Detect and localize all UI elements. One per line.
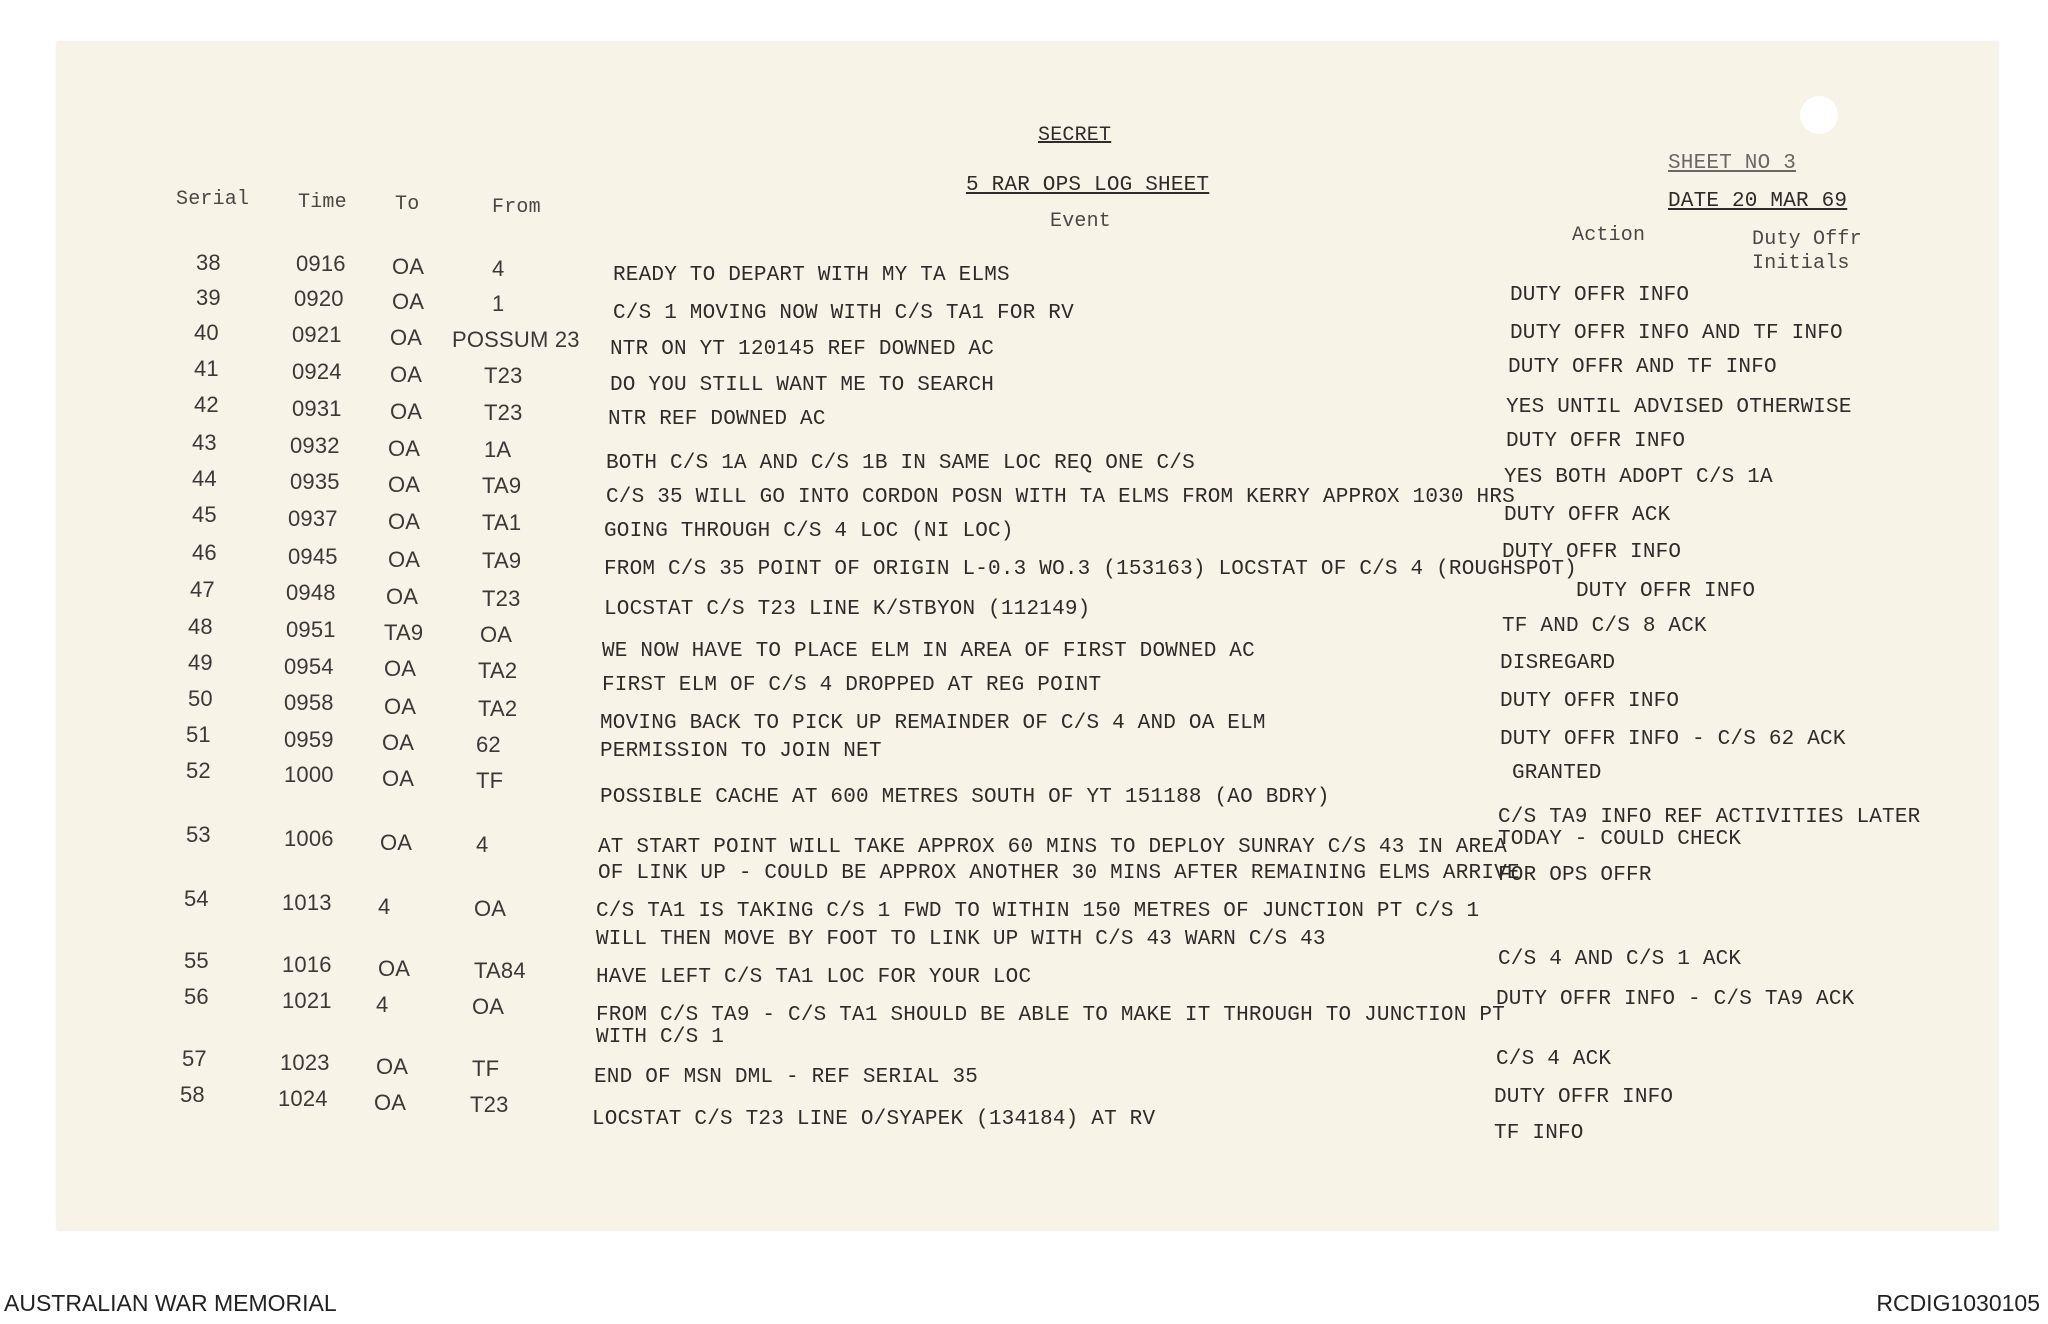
row-action: FOR OPS OFFR <box>1498 864 1652 887</box>
row-from: TA9 <box>482 548 522 573</box>
row-action: DUTY OFFR AND TF INFO <box>1508 356 1777 379</box>
row-from: 4 <box>476 832 489 857</box>
row-serial: 47 <box>190 577 215 602</box>
row-to: OA <box>380 830 413 855</box>
row-time: 0948 <box>286 580 336 605</box>
row-serial: 55 <box>184 948 209 973</box>
footer-record-id: RCDIG1030105 <box>1876 1290 2040 1316</box>
row-from: 4 <box>492 256 505 281</box>
row-action: DUTY OFFR INFO <box>1506 430 1686 453</box>
row-from: 1 <box>492 291 505 316</box>
row-serial: 39 <box>196 285 221 310</box>
column-header-from: From <box>492 196 541 219</box>
row-time: 0935 <box>290 469 340 494</box>
row-serial: 44 <box>192 466 217 491</box>
row-action: TODAY - COULD CHECK <box>1498 828 1742 851</box>
row-action: DUTY OFFR ACK <box>1504 504 1671 527</box>
row-event: WITH C/S 1 <box>596 1026 725 1049</box>
row-action: C/S TA9 INFO REF ACTIVITIES LATER <box>1498 806 1921 829</box>
row-event: LOCSTAT C/S T23 LINE K/STBYON (112149) <box>604 598 1091 621</box>
document-title: 5 RAR OPS LOG SHEET <box>966 174 1210 197</box>
row-time: 0945 <box>288 544 338 569</box>
row-serial: 51 <box>186 722 211 747</box>
row-to: OA <box>390 325 423 350</box>
row-to: OA <box>378 956 411 981</box>
row-action: DUTY OFFR INFO AND TF INFO <box>1510 322 1843 345</box>
row-action: TF INFO <box>1494 1122 1584 1145</box>
row-serial: 42 <box>194 392 219 417</box>
row-event: HAVE LEFT C/S TA1 LOC FOR YOUR LOC <box>596 966 1032 989</box>
row-to: TA9 <box>384 620 424 645</box>
row-to: OA <box>384 694 417 719</box>
row-action: C/S 4 AND C/S 1 ACK <box>1498 948 1742 971</box>
row-to: 4 <box>376 992 389 1017</box>
row-to: OA <box>388 472 421 497</box>
row-action: DUTY OFFR INFO <box>1576 580 1756 603</box>
column-header-event: Event <box>1050 210 1112 233</box>
row-serial: 49 <box>188 650 213 675</box>
row-from: TF <box>476 768 504 793</box>
row-event: READY TO DEPART WITH MY TA ELMS <box>613 264 1010 287</box>
row-serial: 50 <box>188 686 213 711</box>
row-time: 1021 <box>282 988 332 1013</box>
row-time: 1016 <box>282 952 332 977</box>
column-header-initials: Initials <box>1752 252 1850 275</box>
row-event: FROM C/S TA9 - C/S TA1 SHOULD BE ABLE TO MAKE IT THROUGH TO JUNCTION PT <box>596 1004 1505 1027</box>
row-from: OA <box>474 896 507 921</box>
column-header-time: Time <box>298 191 347 214</box>
row-to: OA <box>390 399 423 424</box>
row-event: C/S 35 WILL GO INTO CORDON POSN WITH TA ELMS FROM KERRY APPROX 1030 HRS <box>606 486 1515 509</box>
row-from: T23 <box>484 400 523 425</box>
row-serial: 58 <box>180 1082 205 1107</box>
row-serial: 56 <box>184 984 209 1009</box>
row-event: OF LINK UP - COULD BE APPROX ANOTHER 30 MINS AFTER REMAINING ELMS ARRIVE <box>598 862 1520 885</box>
row-to: OA <box>386 584 419 609</box>
row-event: PERMISSION TO JOIN NET <box>600 740 882 763</box>
row-event: C/S 1 MOVING NOW WITH C/S TA1 FOR RV <box>613 302 1074 325</box>
row-to: 4 <box>378 894 391 919</box>
row-action: DUTY OFFR INFO <box>1500 690 1680 713</box>
row-from: POSSUM 23 <box>452 327 580 352</box>
row-serial: 43 <box>192 430 217 455</box>
row-from: TA2 <box>478 696 518 721</box>
row-serial: 38 <box>196 250 221 275</box>
row-from: TF <box>472 1056 500 1081</box>
row-event: FROM C/S 35 POINT OF ORIGIN L-0.3 WO.3 (153163) LOCSTAT OF C/S 4 (ROUGHSPOT) <box>604 558 1577 581</box>
row-serial: 40 <box>194 320 219 345</box>
row-serial: 45 <box>192 502 217 527</box>
classification-marking: SECRET <box>1038 124 1112 147</box>
row-to: OA <box>382 730 415 755</box>
row-event: BOTH C/S 1A AND C/S 1B IN SAME LOC REQ ONE C/S <box>606 452 1195 475</box>
row-time: 0954 <box>284 654 334 679</box>
row-event: NTR REF DOWNED AC <box>608 408 826 431</box>
row-from: TA2 <box>478 658 518 683</box>
row-to: OA <box>374 1090 407 1115</box>
column-header-to: To <box>395 193 420 216</box>
row-event: FIRST ELM OF C/S 4 DROPPED AT REG POINT <box>602 674 1102 697</box>
row-event: WE NOW HAVE TO PLACE ELM IN AREA OF FIRST DOWNED AC <box>602 640 1255 663</box>
row-to: OA <box>382 766 415 791</box>
row-event: END OF MSN DML - REF SERIAL 35 <box>594 1066 979 1089</box>
column-header-action: Action <box>1572 224 1646 247</box>
row-to: OA <box>376 1054 409 1079</box>
punch-hole <box>1800 96 1838 134</box>
row-event: POSSIBLE CACHE AT 600 METRES SOUTH OF YT 151188 (AO BDRY) <box>600 786 1330 809</box>
row-from: TA84 <box>474 958 526 983</box>
footer-institution: AUSTRALIAN WAR MEMORIAL <box>4 1290 337 1316</box>
row-serial: 54 <box>184 886 209 911</box>
row-time: 0932 <box>290 433 340 458</box>
row-time: 0921 <box>292 322 342 347</box>
row-action: DUTY OFFR INFO <box>1510 284 1690 307</box>
sheet-number: SHEET NO 3 <box>1668 152 1797 175</box>
row-to: OA <box>388 547 421 572</box>
row-time: 1024 <box>278 1086 328 1111</box>
row-to: OA <box>392 289 425 314</box>
row-serial: 41 <box>194 356 219 381</box>
row-action: DUTY OFFR INFO <box>1502 541 1682 564</box>
row-event: LOCSTAT C/S T23 LINE O/SYAPEK (134184) AT RV <box>592 1108 1156 1131</box>
row-to: OA <box>388 436 421 461</box>
row-from: 62 <box>476 732 501 757</box>
row-time: 1023 <box>280 1050 330 1075</box>
row-event: GOING THROUGH C/S 4 LOC (NI LOC) <box>604 520 1014 543</box>
row-event: AT START POINT WILL TAKE APPROX 60 MINS TO DEPLOY SUNRAY C/S 43 IN AREA <box>598 836 1507 859</box>
row-serial: 48 <box>188 614 213 639</box>
row-to: OA <box>392 254 425 279</box>
row-serial: 57 <box>182 1046 207 1071</box>
row-time: 1000 <box>284 762 334 787</box>
row-time: 0951 <box>286 617 336 642</box>
row-event: DO YOU STILL WANT ME TO SEARCH <box>610 374 995 397</box>
row-time: 0916 <box>296 251 346 276</box>
row-time: 0959 <box>284 727 334 752</box>
row-to: OA <box>384 656 417 681</box>
row-serial: 46 <box>192 540 217 565</box>
row-time: 0924 <box>292 359 342 384</box>
row-action: DUTY OFFR INFO - C/S 62 ACK <box>1500 728 1846 751</box>
row-serial: 53 <box>186 822 211 847</box>
sheet-date: DATE 20 MAR 69 <box>1668 190 1848 213</box>
row-time: 0958 <box>284 690 334 715</box>
row-time: 0920 <box>294 286 344 311</box>
row-event: NTR ON YT 120145 REF DOWNED AC <box>610 338 995 361</box>
row-action: YES UNTIL ADVISED OTHERWISE <box>1506 396 1852 419</box>
row-action: DISREGARD <box>1500 652 1616 675</box>
row-action: GRANTED <box>1512 762 1602 785</box>
column-header-duty-offr: Duty Offr <box>1752 228 1862 251</box>
column-header-serial: Serial <box>176 188 250 211</box>
row-from: T23 <box>482 586 521 611</box>
row-time: 0937 <box>288 506 338 531</box>
row-action: YES BOTH ADOPT C/S 1A <box>1504 466 1773 489</box>
row-to: OA <box>390 362 423 387</box>
row-action: DUTY OFFR INFO <box>1494 1086 1674 1109</box>
row-action: C/S 4 ACK <box>1496 1048 1612 1071</box>
row-from: OA <box>480 622 513 647</box>
row-time: 0931 <box>292 396 342 421</box>
row-event: C/S TA1 IS TAKING C/S 1 FWD TO WITHIN 150 METRES OF JUNCTION PT C/S 1 <box>596 900 1480 923</box>
row-from: TA1 <box>482 510 522 535</box>
row-action: DUTY OFFR INFO - C/S TA9 ACK <box>1496 988 1855 1011</box>
row-event: MOVING BACK TO PICK UP REMAINDER OF C/S 4 AND OA ELM <box>600 712 1266 735</box>
row-from: T23 <box>470 1092 509 1117</box>
row-time: 1006 <box>284 826 334 851</box>
row-from: TA9 <box>482 473 522 498</box>
row-to: OA <box>388 509 421 534</box>
row-serial: 52 <box>186 758 211 783</box>
row-time: 1013 <box>282 890 332 915</box>
row-from: 1A <box>484 437 512 462</box>
row-from: OA <box>472 994 505 1019</box>
row-from: T23 <box>484 363 523 388</box>
row-action: TF AND C/S 8 ACK <box>1502 615 1707 638</box>
row-event: WILL THEN MOVE BY FOOT TO LINK UP WITH C/S 43 WARN C/S 43 <box>596 928 1326 951</box>
